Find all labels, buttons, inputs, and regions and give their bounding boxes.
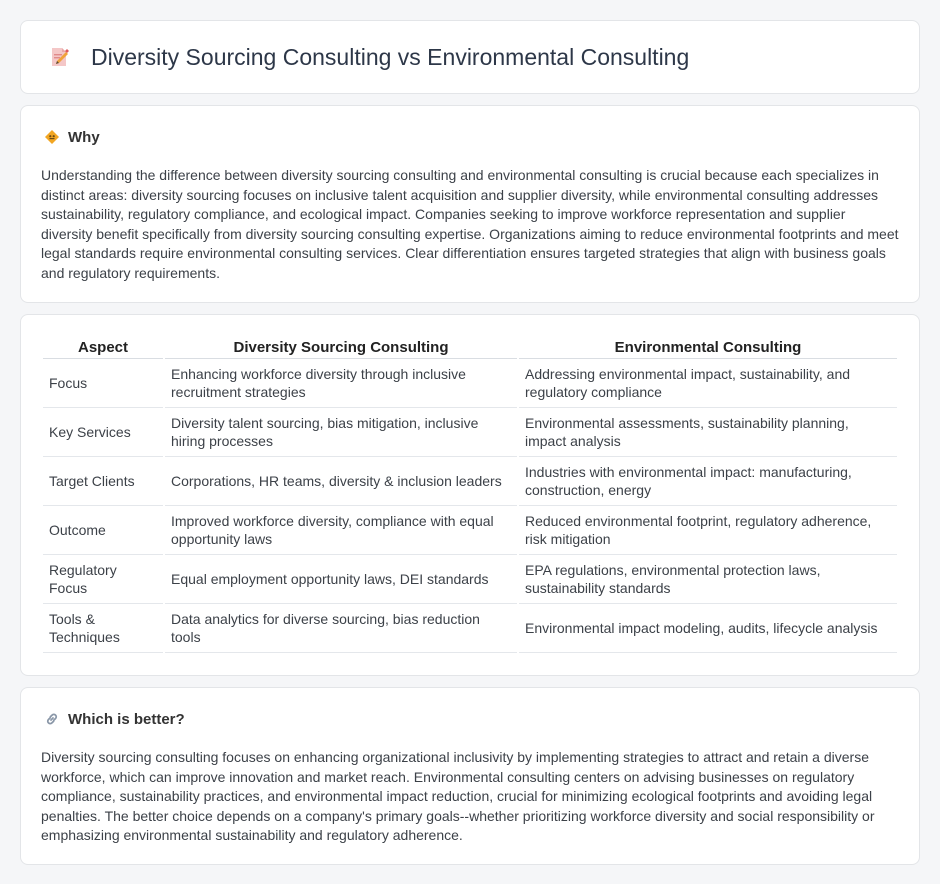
cell-environmental: Addressing environmental impact, sustainability, and regulatory compliance <box>519 359 897 408</box>
cell-diversity: Equal employment opportunity laws, DEI standards <box>165 555 517 604</box>
cell-aspect: Outcome <box>43 506 163 555</box>
why-section <box>20 105 920 303</box>
cell-aspect: Target Clients <box>43 457 163 506</box>
cell-aspect: Key Services <box>43 408 163 457</box>
why-heading <box>43 128 899 146</box>
cell-environmental: Industries with environmental impact: manufacturing, construction, energy <box>519 457 897 506</box>
page-title: Diversity Sourcing Consulting vs Environmental Consulting <box>91 43 690 70</box>
cell-environmental: Environmental assessments, sustainability planning, impact analysis <box>519 408 897 457</box>
why-heading-label: Why <box>68 128 100 146</box>
cell-aspect: Focus <box>43 359 163 408</box>
comparison-table <box>41 335 899 653</box>
table-row <box>43 555 897 604</box>
cell-diversity: Diversity talent sourcing, bias mitigation, inclusive hiring processes <box>165 408 517 457</box>
comparison-table-card <box>20 314 920 676</box>
cell-aspect: Regulatory Focus <box>43 555 163 604</box>
which-heading-label: Which is better? <box>68 710 185 728</box>
table-row <box>43 506 897 555</box>
header-diversity: Diversity Sourcing Consulting <box>165 335 517 359</box>
header-aspect: Aspect <box>43 335 163 359</box>
table-header-row <box>43 335 897 359</box>
cell-diversity: Improved workforce diversity, compliance with equal opportunity laws <box>165 506 517 555</box>
cell-environmental: EPA regulations, environmental protection laws, sustainability standards <box>519 555 897 604</box>
table-row <box>43 408 897 457</box>
table-row <box>43 359 897 408</box>
header-card <box>20 20 920 94</box>
table-row <box>43 604 897 653</box>
cell-diversity: Enhancing workforce diversity through inclusive recruitment strategies <box>165 359 517 408</box>
header-environmental: Environmental Consulting <box>519 335 897 359</box>
cell-aspect: Tools & Techniques <box>43 604 163 653</box>
cell-diversity: Corporations, HR teams, diversity & inclusion leaders <box>165 457 517 506</box>
which-heading <box>43 710 899 728</box>
diamond-sign-icon <box>43 128 61 146</box>
which-text: Diversity sourcing consulting focuses on enhancing organizational inclusivity by implementing strategies to attract and retain a diverse workforce, which can improve innovation and market reach. Environmental consulting centers on advising businesses on regulatory compliance, sustainability practices, and environmental impact reduction, crucial for minimizing ecological footprints and avoiding legal penalties. The better choice depends on a company's primary goals--whether prioritizing workforce diversity and social responsibility or emphasizing environmental sustainability and regulatory adherence. <box>41 749 875 843</box>
why-text: Understanding the difference between diversity sourcing consulting and environmental consulting is crucial because each specializes in distinct areas: diversity sourcing focuses on inclusive talent acquisition and supplier diversity, while environmental consulting addresses sustainability, regulatory compliance, and ecological impact. Companies seeking to improve workforce representation and supplier diversity benefit specifically from diversity sourcing consulting expertise. Organizations aiming to reduce environmental footprints and meet legal standards require environmental consulting services. Clear differentiation ensures targeted strategies that align with business goals and regulatory requirements. <box>41 167 899 281</box>
which-section <box>20 687 920 865</box>
link-icon <box>43 710 61 728</box>
cell-diversity: Data analytics for diverse sourcing, bias reduction tools <box>165 604 517 653</box>
document-pencil-icon <box>45 43 73 71</box>
table-row <box>43 457 897 506</box>
cell-environmental: Reduced environmental footprint, regulatory adherence, risk mitigation <box>519 506 897 555</box>
cell-environmental: Environmental impact modeling, audits, lifecycle analysis <box>519 604 897 653</box>
